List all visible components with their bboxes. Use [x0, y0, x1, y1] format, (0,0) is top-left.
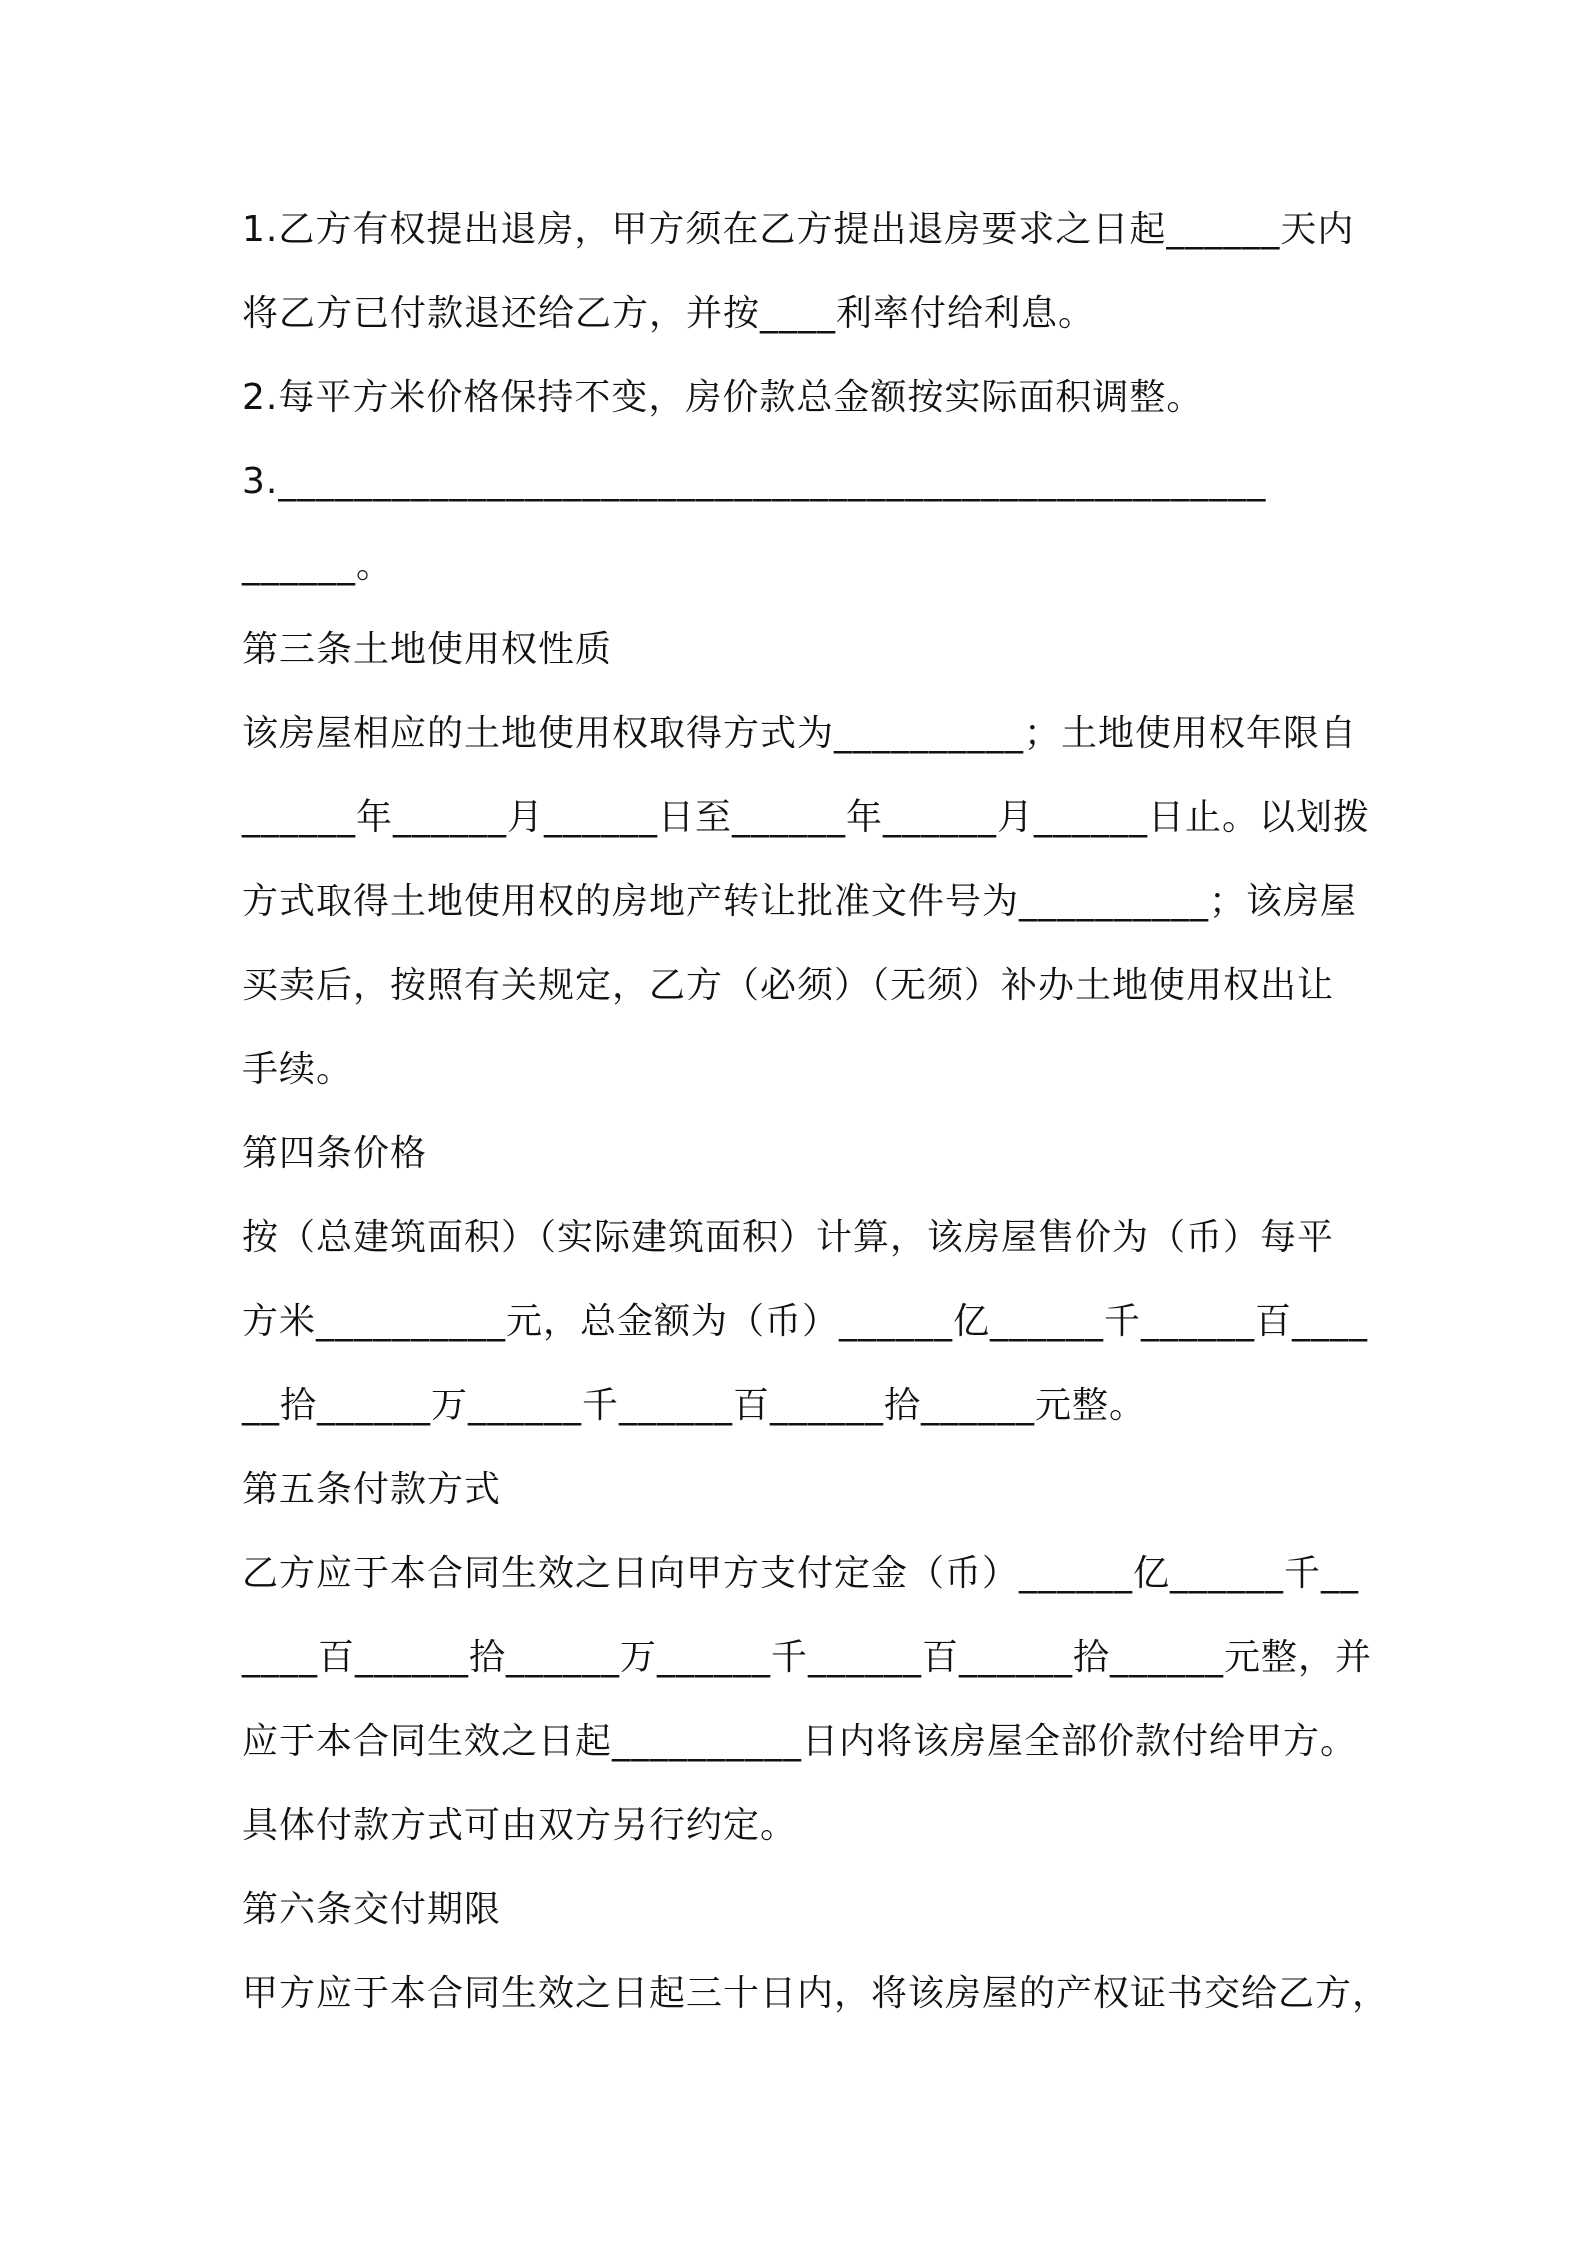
section-heading-4: 第四条价格: [242, 1133, 428, 1174]
clause-line-5: ______。: [242, 545, 394, 586]
clause-line-9: 方式取得土地使用权的房地产转让批准文件号为__________；该房屋: [242, 881, 1358, 922]
section-heading-5: 第五条付款方式: [242, 1469, 502, 1510]
clause-line-19: 应于本合同生效之日起__________日内将该房屋全部价款付给甲方。: [242, 1721, 1358, 1762]
clause-line-22: 甲方应于本合同生效之日起三十日内，将该房屋的产权证书交给乙方，: [242, 1973, 1390, 2014]
clause-line-11: 手续。: [242, 1049, 354, 1090]
clause-line-7: 该房屋相应的土地使用权取得方式为__________；土地使用权年限自: [242, 713, 1358, 754]
clause-line-1: 1.乙方有权提出退房，甲方须在乙方提出退房要求之日起______天内: [242, 209, 1355, 250]
clause-line-18: ____百______拾______万______千______百______拾______元整，并: [242, 1637, 1373, 1678]
clause-line-4: 3.____________________________________________________: [242, 461, 1267, 502]
clause-line-10: 买卖后，按照有关规定，乙方（必须）（无须）补办土地使用权出让: [242, 965, 1335, 1006]
clause-line-20: 具体付款方式可由双方另行约定。: [242, 1805, 798, 1846]
clause-line-13: 按（总建筑面积）（实际建筑面积）计算，该房屋售价为（币）每平: [242, 1217, 1335, 1258]
clause-line-8: ______年______月______日至______年______月______日止。以划拨: [242, 797, 1371, 838]
clause-line-2: 将乙方已付款退还给乙方，并按____利率付给利息。: [242, 293, 1096, 334]
clause-line-15: __拾______万______千______百______拾______元整。: [242, 1385, 1147, 1426]
section-heading-3: 第三条土地使用权性质: [242, 629, 613, 670]
clause-line-14: 方米__________元，总金额为（币）______亿______千______百____: [242, 1301, 1369, 1342]
clause-line-3: 2.每平方米价格保持不变，房价款总金额按实际面积调整。: [242, 377, 1204, 418]
clause-line-17: 乙方应于本合同生效之日向甲方支付定金（币）______亿______千__: [242, 1553, 1360, 1594]
section-heading-6: 第六条交付期限: [242, 1889, 502, 1930]
